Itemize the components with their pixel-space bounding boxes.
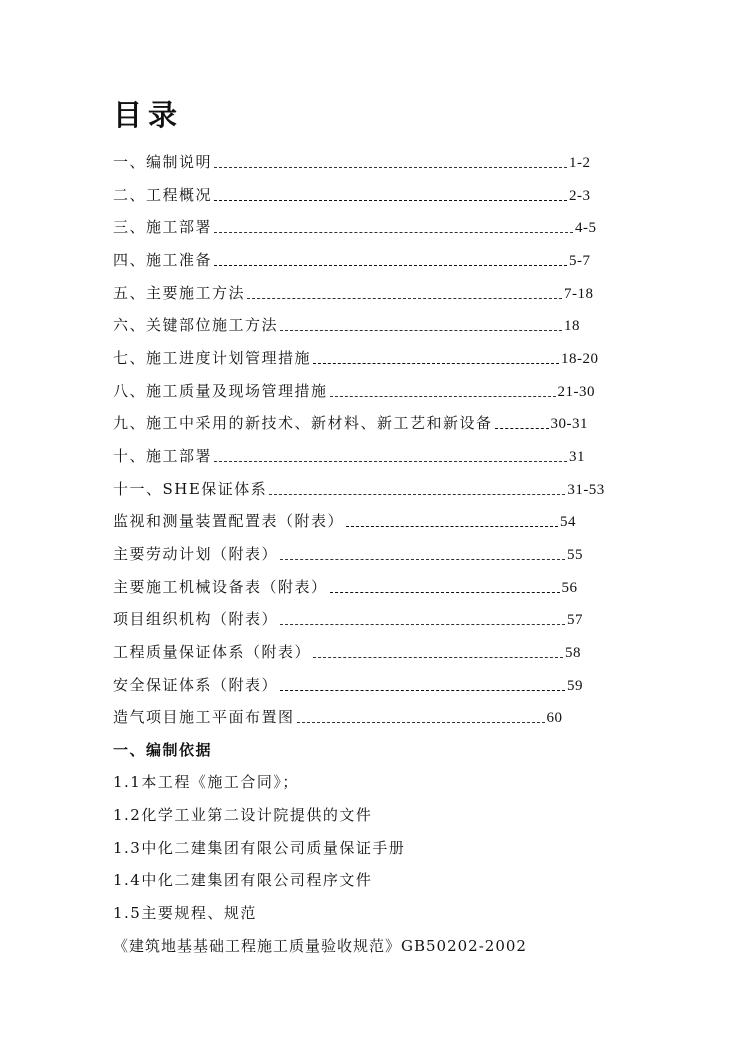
toc-entry[interactable] (113, 671, 583, 695)
toc-leader (313, 363, 559, 364)
toc-leader (280, 624, 565, 625)
toc-entry[interactable] (113, 605, 583, 629)
toc-entry-page: 21-30 (557, 384, 596, 400)
toc-entry-page: 18-20 (561, 351, 599, 367)
toc-entry-label: 主要劳动计划（附表） (113, 545, 279, 563)
toc-leader (247, 298, 562, 299)
toc-leader (495, 428, 549, 429)
toc-entry-page: 59 (567, 678, 584, 694)
toc-leader (346, 526, 558, 527)
toc-entry-label: 五、主要施工方法 (113, 284, 246, 302)
toc-entry-page: 5-7 (569, 253, 591, 269)
toc-entry[interactable] (113, 442, 585, 466)
toc-leader (280, 559, 565, 560)
toc-entry-page: 58 (565, 645, 582, 661)
toc-entry-page: 30-31 (550, 416, 589, 432)
toc-entry-label: 六、关键部位施工方法 (113, 316, 279, 334)
toc-leader (214, 265, 567, 266)
toc-entry-page: 2-3 (569, 188, 591, 204)
toc-entry-label: 一、编制说明 (113, 153, 213, 171)
toc-entry-label: 二、工程概况 (113, 186, 213, 204)
toc-entry-label: 四、施工准备 (113, 251, 213, 269)
toc-entry-label: 三、施工部署 (113, 218, 213, 236)
toc-leader (297, 722, 545, 723)
toc-entry-page: 60 (546, 710, 563, 726)
toc-leader (280, 330, 562, 331)
toc-entry-label: 八、施工质量及现场管理措施 (113, 382, 328, 400)
section-item: 1.2化学工业第二设计院提供的文件 (113, 806, 373, 824)
toc-entry-label: 安全保证体系（附表） (113, 676, 279, 694)
toc-entry-label: 九、施工中采用的新技术、新材料、新工艺和新设备 (113, 414, 493, 432)
toc-entry-page: 1-2 (569, 155, 591, 171)
toc-entry-page: 4-5 (575, 220, 597, 236)
toc-entry[interactable] (113, 181, 591, 205)
toc-leader (214, 232, 573, 233)
toc-leader (214, 461, 567, 462)
toc-entry-page: 7-18 (564, 286, 594, 302)
toc-entry-label: 七、施工进度计划管理措施 (113, 349, 312, 367)
section-item: 1.3中化二建集团有限公司质量保证手册 (113, 839, 406, 857)
toc-leader (330, 396, 556, 397)
toc-entry-page: 54 (560, 514, 577, 530)
toc-leader (280, 690, 565, 691)
toc-entry-page: 57 (567, 612, 584, 628)
toc-leader (214, 167, 567, 168)
toc-entry-label: 工程质量保证体系（附表） (113, 643, 312, 661)
toc-entry[interactable] (113, 148, 591, 172)
toc-entry[interactable] (113, 540, 583, 564)
toc-leader (330, 592, 560, 593)
toc-entry[interactable] (113, 279, 594, 303)
toc-entry[interactable] (113, 638, 581, 662)
toc-entry-page: 18 (564, 318, 581, 334)
toc-entry[interactable] (113, 246, 591, 270)
toc-entry-label: 项目组织机构（附表） (113, 610, 279, 628)
toc-entry-label: 十一、SHE保证体系 (113, 480, 268, 498)
toc-entry-page: 56 (561, 580, 578, 596)
toc-entry[interactable] (113, 311, 580, 335)
toc-leader (214, 200, 567, 201)
section-item: 1.1本工程《施工合同》； (113, 773, 299, 791)
toc-leader (313, 657, 563, 658)
toc-entry-label: 监视和测量装置配置表（附表） (113, 512, 345, 530)
toc-entry[interactable] (113, 573, 578, 597)
section-heading: 一、编制依据 (113, 741, 213, 759)
toc-entry-page: 31-53 (567, 482, 605, 498)
toc-leader (269, 494, 565, 495)
section-item: 《建筑地基基础工程施工质量验收规范》GB50202-2002 (113, 937, 527, 955)
toc-entry-page: 55 (567, 547, 584, 563)
toc-entry[interactable] (113, 409, 588, 433)
toc-entry-label: 主要施工机械设备表（附表） (113, 578, 328, 596)
toc-entry[interactable] (113, 475, 605, 499)
toc-entry[interactable] (113, 377, 595, 401)
page-title: 目录 (113, 98, 184, 132)
section-item: 1.4中化二建集团有限公司程序文件 (113, 871, 373, 889)
toc-entry-label: 造气项目施工平面布置图 (113, 708, 295, 726)
toc-entry[interactable] (113, 344, 599, 368)
section-item: 1.5主要规程、规范 (113, 904, 257, 922)
toc-entry-page: 31 (569, 449, 586, 465)
toc-entry[interactable] (113, 507, 576, 531)
toc-entry[interactable] (113, 213, 597, 237)
toc-entry-label: 十、施工部署 (113, 447, 213, 465)
toc-entry[interactable] (113, 703, 563, 727)
